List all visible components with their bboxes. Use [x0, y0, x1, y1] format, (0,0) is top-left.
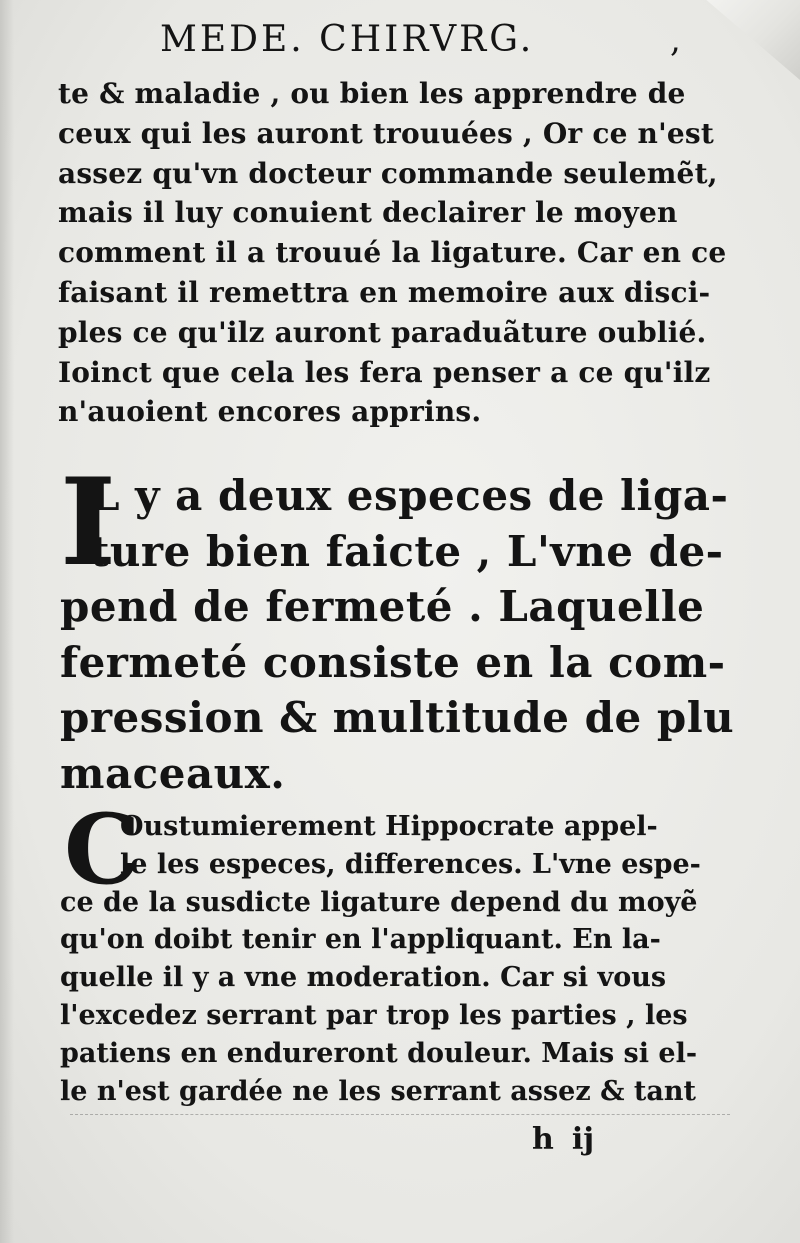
text-line: Oustumierement Hippocrate appel-	[120, 811, 658, 842]
text-line: maceaux.	[60, 748, 286, 798]
text-line: faisant il remettra en memoire aux disci-	[58, 275, 711, 309]
text-line: ceux qui les auront trouuées , Or ce n'est	[58, 116, 714, 150]
text-line: qu'on doibt tenir en l'appliquant. En la-	[60, 924, 661, 956]
signature-letter: h	[532, 1122, 554, 1157]
text-line: mais il luy conuient declairer le moyen	[58, 196, 678, 230]
folded-corner	[680, 0, 800, 80]
text-line: le n'est gardée ne les serrant assez & tant	[60, 1075, 696, 1107]
text-line: comment il a trouué la ligature. Car en ce	[58, 236, 727, 270]
page-edge-shadow	[0, 0, 14, 1243]
drop-cap: I	[60, 452, 117, 593]
text-line: ce de la susdicte ligature depend du moyẽ	[60, 886, 698, 918]
text-line: ples ce qu'ilz auront paraduãture oublié.	[58, 315, 707, 349]
text-line: Ioinct que cela les fera penser a ce qu'ilz	[58, 355, 711, 389]
text-line: fermeté consiste en la com-	[60, 637, 726, 687]
section-2	[60, 793, 740, 1110]
text-line: ture bien faicte , L'vne de-	[90, 526, 724, 576]
paragraph-1	[58, 74, 728, 432]
text-line: quelle il y a vne moderation. Car si vous	[60, 962, 667, 994]
drop-cap: C	[64, 793, 141, 906]
section-1	[60, 452, 740, 802]
running-title: MEDE. CHIRVRG.	[160, 19, 535, 60]
signature-number: ij	[571, 1122, 595, 1157]
bottom-rule	[70, 1114, 730, 1115]
text-line: assez qu'vn docteur commande seulemẽt,	[58, 156, 718, 190]
text-line: l'excedez serrant par trop les parties , les	[60, 999, 688, 1031]
header-mark: ,	[670, 20, 681, 60]
text-line: patiens en endureront douleur. Mais si el-	[60, 1037, 698, 1069]
text-line: pression & multitude de plu	[60, 693, 735, 743]
signature-mark	[532, 1120, 612, 1160]
text-line: te & maladie , ou bien les apprendre de	[58, 77, 686, 110]
text-line: n'auoient encores apprins.	[58, 395, 482, 429]
text-line: L y a deux especes de liga-	[90, 471, 729, 520]
text-line: le les especes, differences. L'vne espe-	[120, 848, 701, 880]
text-line: pend de fermeté . Laquelle	[60, 582, 705, 632]
